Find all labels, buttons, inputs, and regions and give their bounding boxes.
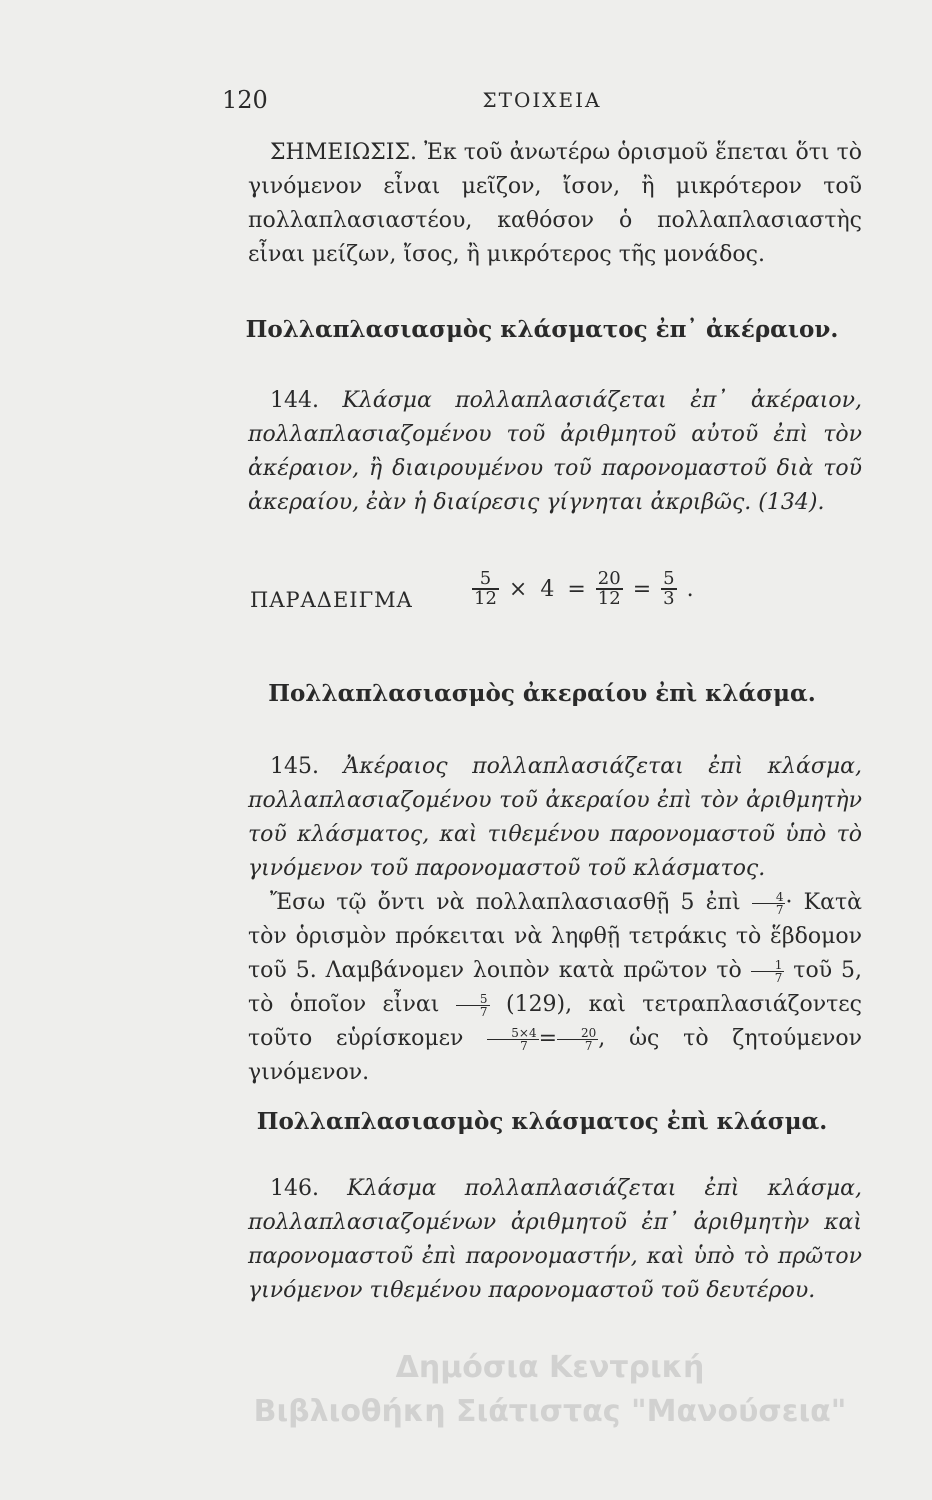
paragraph-number-145: 145. [270,754,319,779]
library-watermark-line2: Βιβλιοθήκη Σιάτιστας "Μανούσεια" [253,1394,847,1429]
fraction-5-7: $\frac{5}{7}$ [456,993,490,1018]
fraction-1-7: $\frac{1}{7}$ [751,959,785,984]
multiplier: 4 [540,576,555,602]
rule-text-146: Κλάσμα πολλαπλασιάζεται ἐπὶ κλάσμα, πολλαπλασιαζομένων ἀριθμητοῦ ἐπ᾽ ἀριθμητὴν καὶ παρονομαστοῦ ἐπὶ παρονομαστήν, καὶ ὑπὸ τὸ πρῶτον γινόμενον τιθεμένου παρονομαστοῦ τοῦ δευτέρου. [248,1176,862,1303]
fraction-4-7: $\frac{4}{7}$ [752,891,786,916]
section-heading-144: Πολλαπλασιασμὸς κλάσματος ἐπ᾽ ἀκέραιον. [245,316,839,343]
rule-text-145: Ἀκέραιος πολλαπλασιάζεται ἐπὶ κλάσμα, πολλαπλασιαζομένου τοῦ ἀκεραίου ἐπὶ τὸν ἀριθμητὴν τοῦ κλάσματος, καὶ τιθεμένου παρονομαστοῦ ὑπὸ τὸ γινόμενον τοῦ παρονομαστοῦ τοῦ κλάσματος. [248,754,862,881]
fraction-20-12: $\frac{20}{12}$ [597,568,621,609]
page-header [222,86,862,122]
fraction-5-3: $\frac{5}{3}$ [663,568,675,609]
example-formula [472,570,697,608]
paragraph-number-146: 146. [270,1176,319,1201]
page-number: 120 [222,86,268,114]
period: . [686,576,694,602]
library-watermark-line1: Δημόσια Κεντρική [395,1350,705,1385]
rule-text-144: Κλάσμα πολλαπλασιάζεται ἐπ᾽ ἀκέραιον, πολλαπλασιαζομένου τοῦ ἀριθμητοῦ αὐτοῦ ἐπὶ τὸν ἀκέραιον, ἢ διαιρουμένου τοῦ παρονομαστοῦ διὰ τοῦ ἀκεραίου, ἐὰν ἡ διαίρεσις γίγνηται ἀκριβῶς. (134). [248,388,863,515]
section-heading-146: Πολλαπλασιασμὸς κλάσματος ἐπὶ κλάσμα. [256,1108,828,1135]
example-144 [250,568,850,648]
times-sign: × [508,576,528,602]
explanation-paragraph-145: Ἔσω τῷ ὄντι νὰ πολλαπλασιασθῇ 5 ἐπὶ $\frac{4}{7}$ · Κατὰ τὸν ὁρισμὸν πρόκειται νὰ ληφθῇ τετράκις τὸ ἕβδομον τοῦ 5. Λαμβάνομεν λοιπὸν κατὰ πρῶτον τὸ $\frac{1}{7}$ τοῦ 5, τὸ ὁποῖον εἶναι $\frac{5}{7}$ (129), καὶ τετραπλασιάζοντες τοῦτο εὑρίσκομεν $\frac{5\times 4}{7}$ = $\frac{20}{7}$ , ὡς τὸ ζητούμενον γινόμενον. [248,889,863,1085]
note-label: ΣΗΜΕΙΩΣΙΣ. [270,140,418,165]
equals-sign: = [632,576,652,602]
fraction-5-12: $\frac{5}{12}$ [474,568,497,609]
example-label: ΠΑΡΑΔΕΙΓΜΑ [250,588,413,612]
equals-sign: = [567,576,586,602]
paragraph-number-144: 144. [270,388,319,413]
rule-paragraph-144 [248,384,862,520]
fraction-20-7: $\frac{20}{7}$ [557,1027,598,1052]
running-title: ΣΤΟΙΧΕΙΑ [482,88,602,112]
rule-paragraph-145 [248,750,862,886]
section-heading-145: Πολλαπλασιασμὸς ἀκεραίου ἐπὶ κλάσμα. [268,680,816,707]
note-paragraph [248,136,862,272]
rule-paragraph-146 [248,1172,862,1308]
note-text: Ἐκ τοῦ ἀνωτέρω ὁρισμοῦ ἕπεται ὅτι τὸ γινόμενον εἶναι μεῖζον, ἴσον, ἢ μικρότερον τοῦ πολλαπλασιαστέου, καθόσον ὁ πολλαπλασιαστὴς εἶναι μείζων, ἴσος, ἢ μικρότερος τῆς μονάδος. [248,140,862,267]
fraction-5x4-7: $\frac{5\times 4}{7}$ [487,1027,538,1052]
